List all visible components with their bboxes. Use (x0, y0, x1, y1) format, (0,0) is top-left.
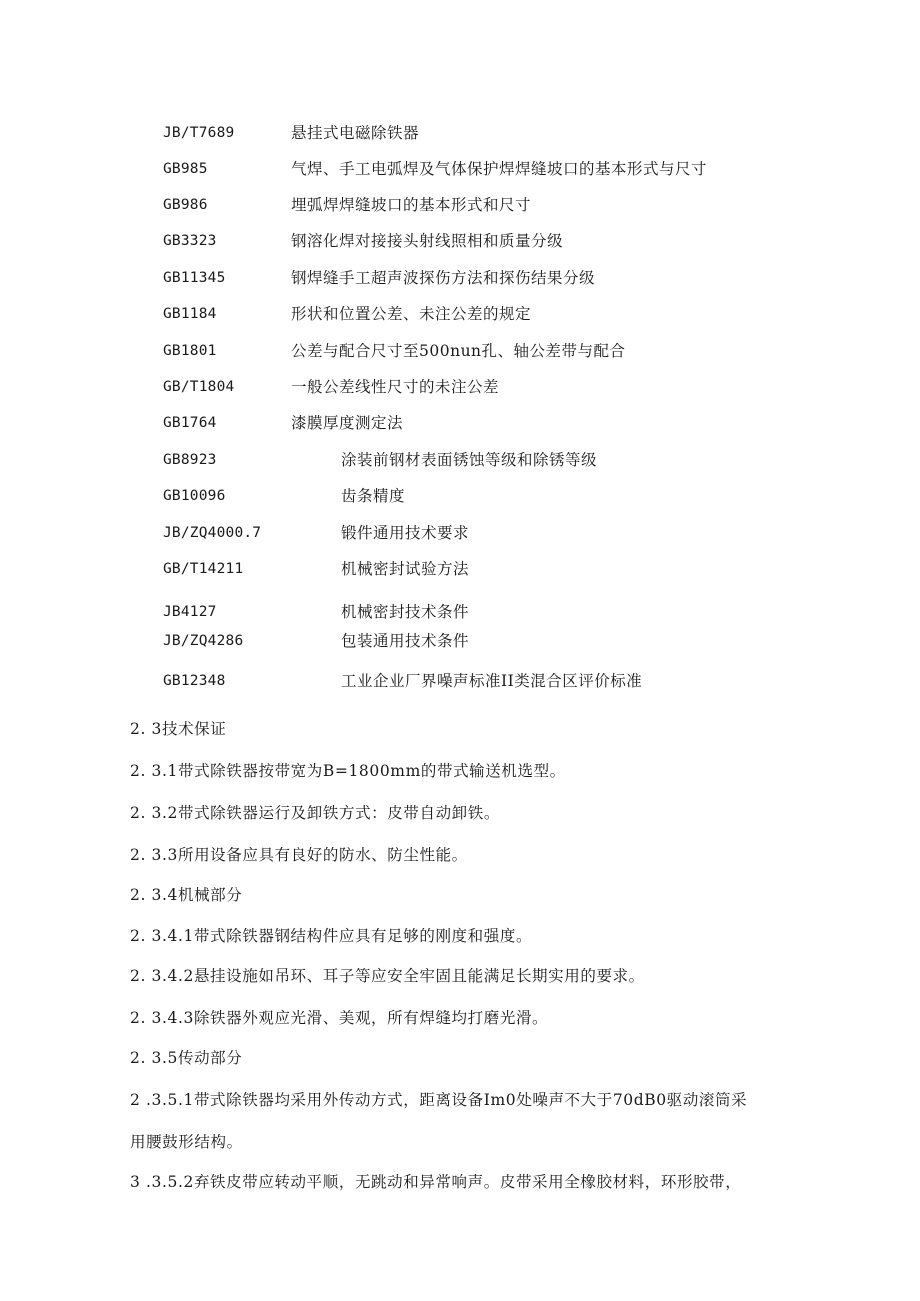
standard-title: 钢焊缝手工超声波探伤方法和探伤结果分级 (291, 269, 596, 287)
section-heading: 2. 3技术保证 (130, 720, 227, 738)
standard-code: GB1184 (163, 306, 217, 322)
section-heading: 2. 3.5传动部分 (130, 1049, 243, 1067)
paragraph-continuation: 用腰鼓形结构。 (130, 1133, 243, 1151)
standard-title: 悬挂式电磁除铁器 (291, 124, 420, 142)
paragraph: 3 .3.5.2弃铁皮带应转动平顺，无跳动和异常响声。皮带采用全橡胶材料，环形胶带， (130, 1173, 742, 1191)
standard-code: GB1764 (163, 415, 217, 431)
standard-code: GB986 (163, 197, 208, 213)
standard-code: JB4127 (163, 604, 217, 620)
standard-title: 钢溶化焊对接接头射线照相和质量分级 (291, 232, 564, 250)
standard-title: 机械密封试验方法 (341, 560, 470, 578)
standard-code: GB1801 (163, 343, 217, 359)
standard-code: GB/T14211 (163, 561, 244, 577)
standard-title: 埋弧焊焊缝坡口的基本形式和尺寸 (291, 196, 532, 214)
standard-title: 包装通用技术条件 (341, 632, 470, 650)
paragraph: 2. 3.2带式除铁器运行及卸铁方式：皮带自动卸铁。 (130, 804, 500, 822)
standard-title: 公差与配合尺寸至500nun孔、轴公差带与配合 (291, 342, 626, 360)
standard-code: GB8923 (163, 452, 217, 468)
standard-title: 工业企业厂界噪声标准II类混合区评价标准 (341, 672, 643, 690)
standard-code: GB10096 (163, 488, 226, 504)
paragraph: 2. 3.4.1带式除铁器钢结构件应具有足够的刚度和强度。 (130, 927, 533, 945)
standard-title: 机械密封技术条件 (341, 603, 470, 621)
paragraph: 2 .3.5.1带式除铁器均采用外传动方式，距离设备Im0处噪声不大于70dB0驱动滚筒采 (130, 1091, 748, 1109)
standard-title: 形状和位置公差、未注公差的规定 (291, 305, 532, 323)
standard-title: 一般公差线性尺寸的未注公差 (291, 378, 500, 396)
standard-title: 气焊、手工电弧焊及气体保护焊焊缝坡口的基本形式与尺寸 (291, 160, 708, 178)
standard-title: 漆膜厚度测定法 (291, 414, 404, 432)
paragraph: 2. 3.3所用设备应具有良好的防水、防尘性能。 (130, 846, 468, 864)
standard-code: JB/T7689 (163, 125, 235, 141)
standard-code: JB/ZQ4286 (163, 633, 244, 649)
standard-title: 涂装前钢材表面锈蚀等级和除锈等级 (341, 451, 598, 469)
standard-title: 齿条精度 (341, 487, 406, 505)
section-heading: 2. 3.4机械部分 (130, 886, 243, 904)
paragraph: 2. 3.4.2悬挂设施如吊环、耳子等应安全牢固且能满足长期实用的要求。 (130, 967, 645, 985)
standard-code: GB/T1804 (163, 379, 235, 395)
standard-code: GB985 (163, 161, 208, 177)
standard-code: GB11345 (163, 270, 226, 286)
paragraph: 2. 3.1带式除铁器按带宽为B=1800mm的带式输送机选型。 (130, 762, 566, 780)
standard-code: JB/ZQ4000.7 (163, 525, 262, 541)
standard-code: GB12348 (163, 673, 226, 689)
standard-code: GB3323 (163, 233, 217, 249)
standard-title: 锻件通用技术要求 (341, 524, 470, 542)
paragraph: 2. 3.4.3除铁器外观应光滑、美观，所有焊缝均打磨光滑。 (130, 1009, 549, 1027)
